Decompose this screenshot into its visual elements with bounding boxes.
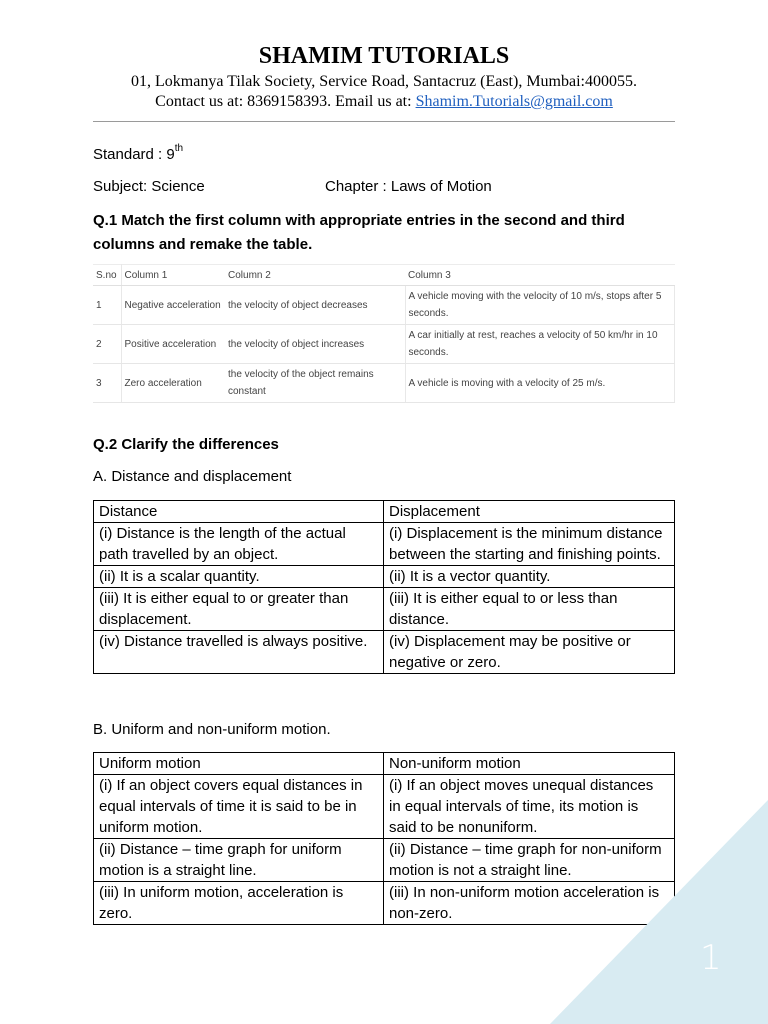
table-cell: (iii) In uniform motion, acceleration is zero.: [94, 882, 384, 925]
table-cell: Zero acceleration: [121, 364, 225, 403]
table-row: [94, 523, 675, 566]
contact-prefix: Contact us at: 8369158393. Email us at:: [155, 93, 416, 110]
header-divider: [93, 121, 675, 122]
table-cell: A car initially at rest, reaches a velocity of 50 km/hr in 10 seconds.: [405, 325, 675, 364]
table-cell: (iv) Distance travelled is always positive.: [94, 631, 384, 674]
table-cell: (i) Distance is the length of the actual path travelled by an object.: [94, 523, 384, 566]
table-cell: (iii) It is either equal to or less than distance.: [384, 588, 675, 631]
table-cell: A vehicle is moving with a velocity of 25 m/s.: [405, 364, 675, 403]
table-header: Uniform motion: [94, 753, 384, 775]
table-row: [93, 325, 675, 364]
corner-decoration: [550, 800, 768, 1024]
document-header: [0, 40, 768, 112]
chapter-line: Chapter : Laws of Motion: [325, 178, 492, 195]
table-row: [94, 566, 675, 588]
table-cell: (iii) It is either equal to or greater than displacement.: [94, 588, 384, 631]
table-cell: 1: [93, 286, 121, 325]
table-row: [93, 364, 675, 403]
table-header: Distance: [94, 501, 384, 523]
standard-label: Standard : 9: [93, 146, 175, 163]
table-cell: (i) If an object moves unequal distances in equal intervals of time, its motion is said to be nonuniform.: [384, 775, 675, 839]
table-cell: Positive acceleration: [121, 325, 225, 364]
table-cell: A vehicle moving with the velocity of 10 m/s, stops after 5 seconds.: [405, 286, 675, 325]
table-header: Column 1: [121, 265, 225, 286]
table-header: Column 2: [225, 265, 405, 286]
distance-displacement-table: [93, 500, 675, 674]
standard-superscript: th: [174, 143, 184, 154]
table-cell: the velocity of object increases: [225, 325, 405, 364]
standard-line: [93, 145, 183, 163]
institute-address: 01, Lokmanya Tilak Society, Service Road, Santacruz (East), Mumbai:400055.: [131, 73, 637, 90]
table-header: Displacement: [384, 501, 675, 523]
table-header: Non-uniform motion: [384, 753, 675, 775]
table-cell: the velocity of the object remains constant: [225, 364, 405, 403]
table-cell: 3: [93, 364, 121, 403]
section-b-title: B. Uniform and non-uniform motion.: [93, 721, 331, 738]
question-2: Q.2 Clarify the differences: [93, 436, 279, 453]
table-header: S.no: [93, 265, 121, 286]
table-cell: (ii) Distance – time graph for uniform motion is a straight line.: [94, 839, 384, 882]
table-cell: (iv) Displacement may be positive or negative or zero.: [384, 631, 675, 674]
corner-triangle: [550, 800, 768, 1024]
table-cell: (iii) In non-uniform motion acceleration is non-zero.: [384, 882, 675, 925]
table-cell: the velocity of object decreases: [225, 286, 405, 325]
institute-title: SHAMIM TUTORIALS: [258, 43, 510, 69]
table-cell: (ii) It is a scalar quantity.: [94, 566, 384, 588]
table-cell: (ii) It is a vector quantity.: [384, 566, 675, 588]
table-header-row: [94, 753, 675, 775]
table-cell: (i) Displacement is the minimum distance between the starting and finishing points.: [384, 523, 675, 566]
table-cell: (ii) Distance – time graph for non-uniform motion is not a straight line.: [384, 839, 675, 882]
table-row: [93, 286, 675, 325]
table-row: [94, 631, 675, 674]
page-number: 1: [700, 938, 722, 978]
match-table: [93, 264, 675, 403]
table-cell: (i) If an object covers equal distances in equal intervals of time it is said to be in uniform motion.: [94, 775, 384, 839]
table-cell: Negative acceleration: [121, 286, 225, 325]
email-link[interactable]: Shamim.Tutorials@gmail.com: [415, 93, 613, 110]
table-header-row: [94, 501, 675, 523]
section-a-title: A. Distance and displacement: [93, 468, 292, 485]
table-header: Column 3: [405, 265, 675, 286]
contact-line: [0, 92, 768, 112]
question-1: Q.1 Match the first column with appropriate entries in the second and third columns and remake the table.: [93, 212, 625, 253]
table-row: [94, 588, 675, 631]
subject-line: Subject: Science: [93, 178, 205, 195]
table-header-row: [93, 265, 675, 286]
table-cell: 2: [93, 325, 121, 364]
